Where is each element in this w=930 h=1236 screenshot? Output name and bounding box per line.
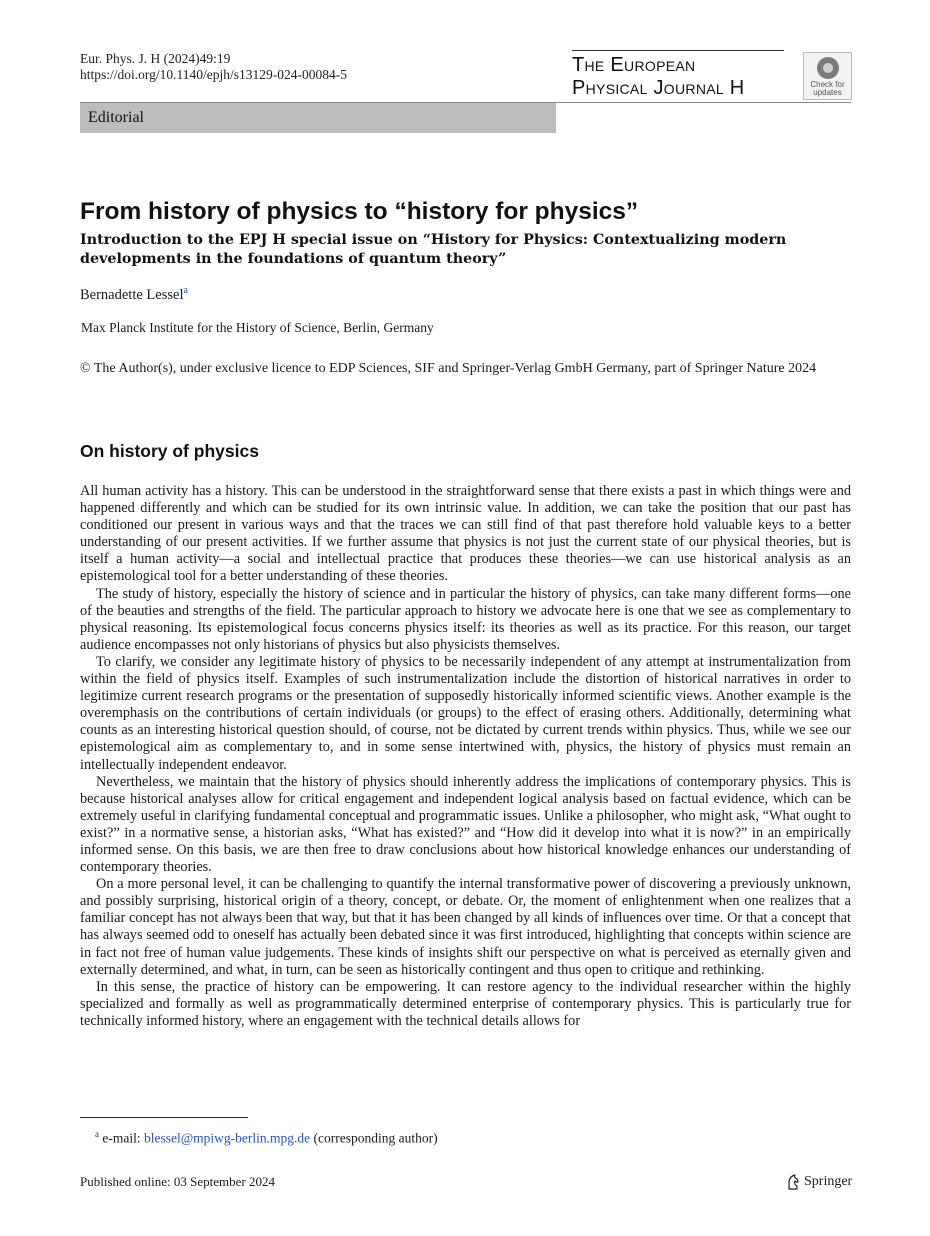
body-paragraph: On a more personal level, it can be challenging to quantify the internal transformative power of discovering a previously unknown, and possibly surprising, historical origin of a theory, concept, or debate. Or, the moment of enlightenment when one realizes that a familiar concept has not always been that way, but that it has been changed by all kinds of influences over time. Or that a concept that has always seemed odd to oneself has actually been debated since it was first introduced, highlighting that concepts within science are in fact not free of human value judgements. These kinds of insights shift our perspective on what is perceived as eternally given and externally determined, and what, in turn, can be seen as historically contingent and thus open to critique and rethinking. [80, 876, 851, 978]
journal-name-line1: The European [572, 54, 696, 76]
citation-doi[interactable]: https://doi.org/10.1140/epjh/s13129-024-00084-5 [80, 67, 347, 82]
citation-block [80, 51, 347, 83]
body-paragraph: All human activity has a history. This can be understood in the straightforward sense that there exists a past in which things were and happened differently and which can be studied for its own intrinsic value. In addition, we can take the position that our past has conditioned our present in various ways and that the traces we can still find of that past therefore hold valuable keys to a better understanding of our present activities. If we further assume that physics is not just the current state of our physical theories, but is itself a human activity—a social and intellectual practice that produces these theories—we can use historical analysis as an epistemological tool for a better understanding of these theories. [80, 483, 851, 585]
publisher-name: Springer [804, 1174, 853, 1189]
citation-journal-volume: Eur. Phys. J. H (2024)49:19 [80, 51, 231, 66]
copyright-notice: © The Author(s), under exclusive licence to EDP Sciences, SIF and Springer-Verlag GmbH Germany, part of Springer Nature 2024 [80, 361, 817, 376]
section-body [80, 483, 851, 1030]
footnote-suffix: (corresponding author) [310, 1130, 438, 1146]
body-paragraph: Nevertheless, we maintain that the history of physics should inherently address the implications of contemporary physics. This is because historical analyses allow for critical engagement and independent logical analysis based on factual evidence, which can be extremely useful in clarifying fundamental conceptual and programmatic issues. Unlike a philosopher, who might ask, “What ought to exist?” in a normative sense, a historian asks, “What has existed?” and “How did it develop into what it is now?” in an empirically informed sense. On this basis, we are then free to draw conclusions about how historical knowledge enhances our understanding of contemporary theories. [80, 773, 851, 876]
footnote-prefix: e-mail: [99, 1130, 144, 1146]
article-type-banner: Editorial [80, 103, 556, 133]
journal-name-line2: Physical Journal H [572, 77, 745, 99]
author-footnote-mark[interactable]: a [183, 285, 188, 296]
check-for-updates-button[interactable] [803, 52, 852, 100]
journal-logo [572, 50, 784, 100]
springer-horse-icon [786, 1174, 800, 1190]
article-title: From history of physics to “history for physics” [80, 198, 639, 225]
author-line [80, 282, 188, 304]
author-affiliation: Max Planck Institute for the History of Science, Berlin, Germany [81, 320, 434, 335]
publisher-logo [786, 1173, 852, 1190]
author-name: Bernadette Lessel [80, 286, 184, 303]
check-for-updates-label: Check for updates [810, 80, 845, 97]
footnote-divider [80, 1117, 248, 1118]
published-date: Published online: 03 September 2024 [80, 1174, 275, 1189]
body-paragraph: In this sense, the practice of history can be empowering. It can restore agency to the individual researcher within the highly specialized and formally as well as programmatically determined enterprise of contemporary physics. This is particularly true for technically informed history, where an engagement with the technical details allows for [80, 978, 851, 1029]
article-subtitle: Introduction to the EPJ H special issue on “History for Physics: Contextualizing modern developments in the foundations of quantum theory” [80, 232, 787, 267]
body-paragraph: To clarify, we consider any legitimate history of physics to be necessarily independent of any attempt at instrumentalization from within the field of physics itself. Examples of such instrumentalization include the distortion of historical narratives in order to legitimize current research programs or the presentation of supposedly historically informed scientific views. Another example is the overemphasis on the contributions of certain individuals (or groups) to the effect of erasing others. Additionally, determining what counts as an interesting historical question should, of course, not be dictated by current trends within physics. Thus, while we see our epistemological aim as complementary to, and in some sense intertwined with, physics, the history of physics must remain an intellectually independent endeavor. [80, 653, 851, 773]
footnote [95, 1126, 438, 1147]
footnote-mark: a [95, 1129, 99, 1139]
author-email-link[interactable]: blessel@mpiwg-berlin.mpg.de [143, 1130, 311, 1146]
check-for-updates-icon [817, 57, 839, 79]
body-paragraph: The study of history, especially the history of science and in particular the history of physics, can take many different forms—one of the beauties and strengths of the field. The particular approach to history we advocate here is one that we see as complementary to physical reasoning. Its epistemological focus concerns physics itself: its theories as well as its practice. For this reason, our target audience encompasses not only historians of physics but also physicists themselves. [80, 585, 851, 653]
section-heading: On history of physics [80, 441, 259, 461]
